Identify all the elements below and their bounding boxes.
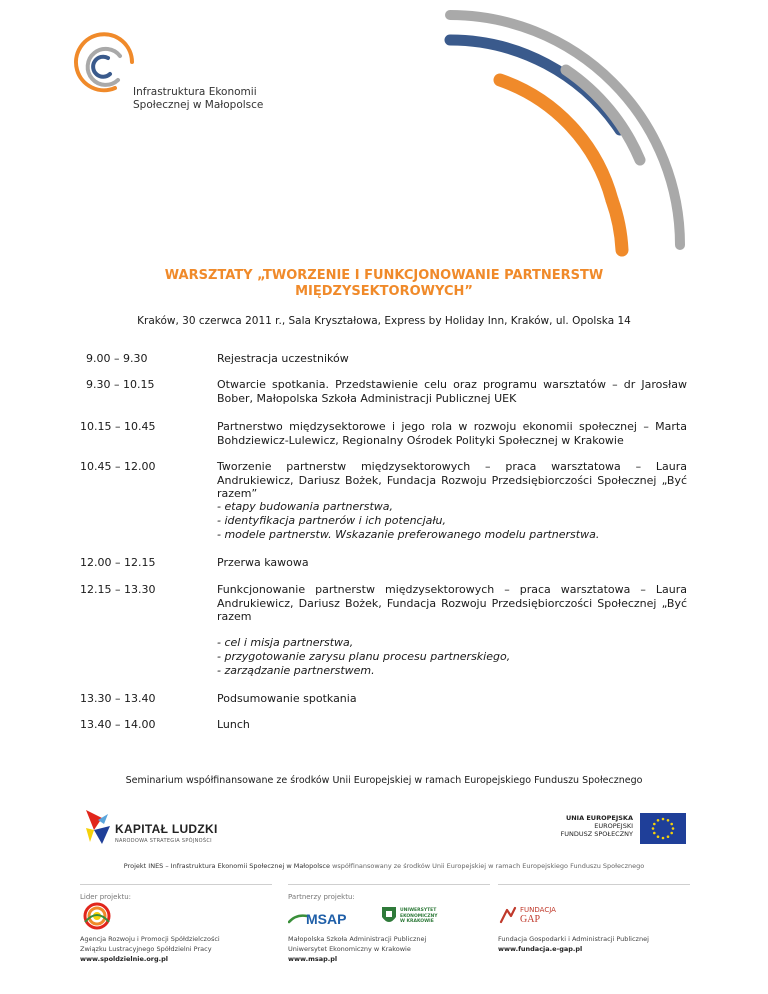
foundation-url[interactable]: www.fundacja.e-gap.pl	[498, 945, 583, 953]
eu-line-2: EUROPEJSKI	[594, 822, 633, 830]
leader-label: Lider projektu:	[80, 893, 131, 901]
arc-blue	[450, 40, 620, 130]
agenda-text: Przerwa kawowa	[217, 556, 309, 569]
kapital-ludzki-logo-icon	[82, 808, 114, 848]
agenda-time: 9.00 – 9.30	[86, 352, 148, 365]
event-details: Kraków, 30 czerwca 2011 r., Sala Kryształowa, Express by Holiday Inn, Kraków, ul. Opolska 14	[137, 315, 631, 327]
bullet-item: - zarządzanie partnerstwem.	[217, 664, 375, 677]
brand-line-2: Społecznej w Małopolsce	[133, 99, 264, 111]
bullet-item: - modele partnerstw. Wskazanie preferowanego modelu partnerstwa.	[217, 528, 600, 541]
brand-logo-icon	[76, 34, 132, 90]
eu-line-3: FUNDUSZ SPOŁECZNY	[560, 830, 633, 838]
eu-flag-icon	[640, 813, 686, 844]
decorative-arcs	[0, 0, 768, 300]
fundacja-gap-icon	[498, 905, 518, 925]
agenda-text: Otwarcie spotkania. Przedstawienie celu oraz programu warsztatów – dr Jarosław Bober, Małopolska Szkoła Administracji Publicznej UEK	[217, 378, 687, 405]
divider	[288, 884, 490, 885]
msap-logo: MSAP	[306, 911, 347, 927]
leader-url[interactable]: www.spoldzielnie.org.pl	[80, 955, 168, 963]
agenda-time: 12.00 – 12.15	[80, 556, 156, 569]
brand-line-1: Infrastruktura Ekonomii	[133, 86, 257, 98]
title-line-2: MIĘDZYSEKTOROWYCH”	[295, 284, 473, 299]
project-funding: współfinansowany ze środków Unii Europejskiej w ramach Europejskiego Funduszu Społecznego	[330, 862, 645, 870]
leader-line-1: Agencja Rozwoju i Promocji Spółdzielczości	[80, 935, 220, 943]
agenda-bullets	[217, 636, 687, 678]
bullet-item: - identyfikacja partnerów i ich potencjału,	[217, 514, 447, 527]
fundacja-logo-top: FUNDACJA	[520, 906, 556, 914]
bullet-item: - cel i misja partnerstwa,	[217, 636, 354, 649]
bullet-item: - przygotowanie zarysu planu procesu partnerskiego,	[217, 650, 511, 663]
partner-line-2: Uniwersytet Ekonomiczny w Krakowie	[288, 945, 411, 953]
uek-logo-text: UNIWERSYTET EKONOMICZNY W KRAKOWIE	[400, 908, 438, 924]
divider	[498, 884, 690, 885]
partner-url[interactable]: www.msap.pl	[288, 955, 338, 963]
agenda-text: Lunch	[217, 718, 250, 731]
project-name: Projekt INES – Infrastruktura Ekonomii Społecznej w Małopolsce	[123, 862, 330, 870]
agenda-text: Podsumowanie spotkania	[217, 692, 357, 705]
agenda-bullets	[217, 500, 687, 542]
eu-line-1: UNIA EUROPEJSKA	[565, 814, 633, 822]
kapital-ludzki-title: KAPITAŁ LUDZKI	[115, 822, 218, 836]
agenda-time: 10.15 – 10.45	[80, 420, 156, 433]
agenda-time: 13.30 – 13.40	[80, 692, 156, 705]
agenda-time: 12.15 – 13.30	[80, 583, 156, 596]
funding-note: Seminarium współfinansowane ze środków Unii Europejskiej w ramach Europejskiego Funduszu Społecznego	[125, 775, 643, 786]
arips-logo-icon	[80, 902, 114, 930]
eu-logo-text	[520, 814, 633, 838]
partners-info	[288, 934, 426, 964]
project-note	[40, 862, 728, 870]
foundation-line-1: Fundacja Gospodarki i Administracji Publicznej	[498, 935, 649, 943]
agenda-time: 10.45 – 12.00	[80, 460, 156, 473]
agenda-text: Tworzenie partnerstw międzysektorowych – praca warsztatowa – Laura Andrukiewicz, Dariusz Bożek, Fundacja Rozwoju Przedsiębiorczości Społecznej „Być razem”	[217, 460, 687, 500]
partner-line-1: Małopolska Szkoła Administracji Publicznej	[288, 935, 427, 943]
fundacja-logo-gap: GAP	[520, 914, 541, 925]
divider	[80, 884, 272, 885]
uek-crest-icon	[380, 905, 398, 927]
arc-orange-tail	[612, 200, 622, 250]
agenda-time: 13.40 – 14.00	[80, 718, 156, 731]
agenda-time: 9.30 – 10.15	[86, 378, 155, 391]
msap-swoosh-icon	[288, 912, 308, 926]
agenda-text: Rejestracja uczestników	[217, 352, 349, 365]
arc-gray-outer	[450, 15, 680, 245]
foundation-info	[498, 934, 649, 954]
kapital-ludzki-subtitle: NARODOWA STRATEGIA SPÓJNOŚCI	[115, 838, 212, 844]
document-title	[60, 268, 708, 300]
agenda-text: Partnerstwo międzysektorowe i jego rola w rozwoju ekonomii społecznej – Marta Bohdziewicz-Lulewicz, Regionalny Ośrodek Polityki Społecznej w Krakowie	[217, 420, 687, 447]
title-line-1: WARSZTATY „TWORZENIE I FUNKCJONOWANIE PARTNERSTW	[164, 268, 604, 283]
bullet-item: - etapy budowania partnerstwa,	[217, 500, 394, 513]
brand-name	[133, 86, 263, 112]
leader-line-2: Związku Lustracyjnego Spółdzielni Pracy	[80, 945, 212, 953]
agenda-text: Funkcjonowanie partnerstw międzysektorowych – praca warsztatowa – Laura Andrukiewicz, Dariusz Bożek, Fundacja Rozwoju Przedsiębiorczości Społecznej „Być razem	[217, 583, 687, 623]
leader-info	[80, 934, 220, 964]
partners-label: Partnerzy projektu:	[288, 893, 355, 901]
